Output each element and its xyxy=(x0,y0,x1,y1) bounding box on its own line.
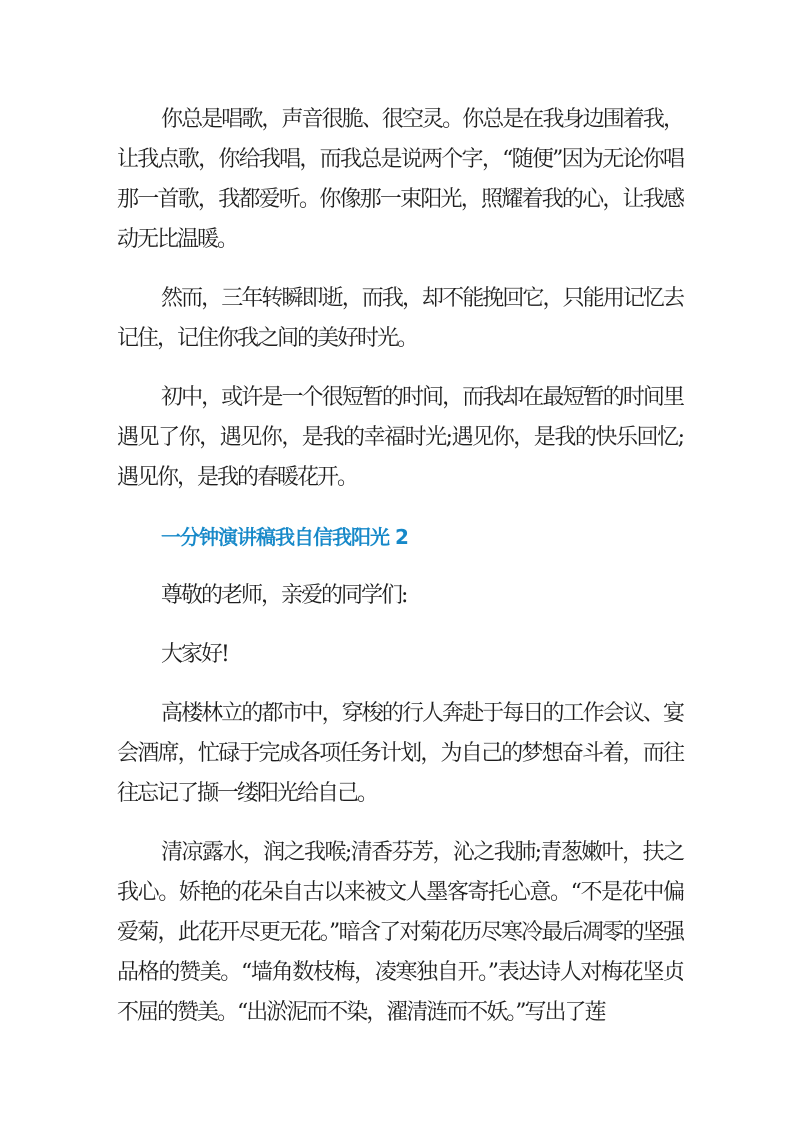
paragraph: 高楼林立的都市中，穿梭的行人奔赴于每日的工作会议、宴会酒席，忙碌于完成各项任务计划，为自己的梦想奋斗着，而往往忘记了撷一缕阳光给自己。 xyxy=(117,701,683,806)
paragraph: 你总是唱歌，声音很脆、很空灵。你总是在我身边围着我，让我点歌，你给我唱，而我总是说两个字，“随便”因为无论你唱那一首歌，我都爱听。你像那一束阳光，照耀着我的心，让我感动无比温暖。 xyxy=(117,107,683,252)
paragraph: 尊敬的老师，亲爱的同学们: xyxy=(161,583,407,608)
section-heading: 一分钟演讲稿我自信我阳光 2 xyxy=(161,525,408,549)
paragraph: 然而，三年转瞬即逝，而我，却不能挽回它，只能用记忆去记住，记住你我之间的美好时光。 xyxy=(117,286,683,351)
paragraph: 清凉露水，润之我喉;清香芬芳，沁之我肺;青葱嫩叶，扶之我心。娇艳的花朵自古以来被文人墨客寄托心意。“不是花中偏爱菊，此花开尽更无花。”暗含了对菊花历尽寒冷最后凋零的坚强品格的赞美。“墙角数枝梅，凌寒独自开。”表达诗人对梅花坚贞不屈的赞美。“出淤泥而不染，濯清涟而不妖。”写出了莲 xyxy=(117,840,683,1025)
paragraph: 初中，或许是一个很短暂的时间，而我却在最短暂的时间里遇见了你，遇见你，是我的幸福时光;遇见你，是我的快乐回忆;遇见你，是我的春暖花开。 xyxy=(117,385,683,490)
paragraph: 大家好! xyxy=(161,642,228,667)
